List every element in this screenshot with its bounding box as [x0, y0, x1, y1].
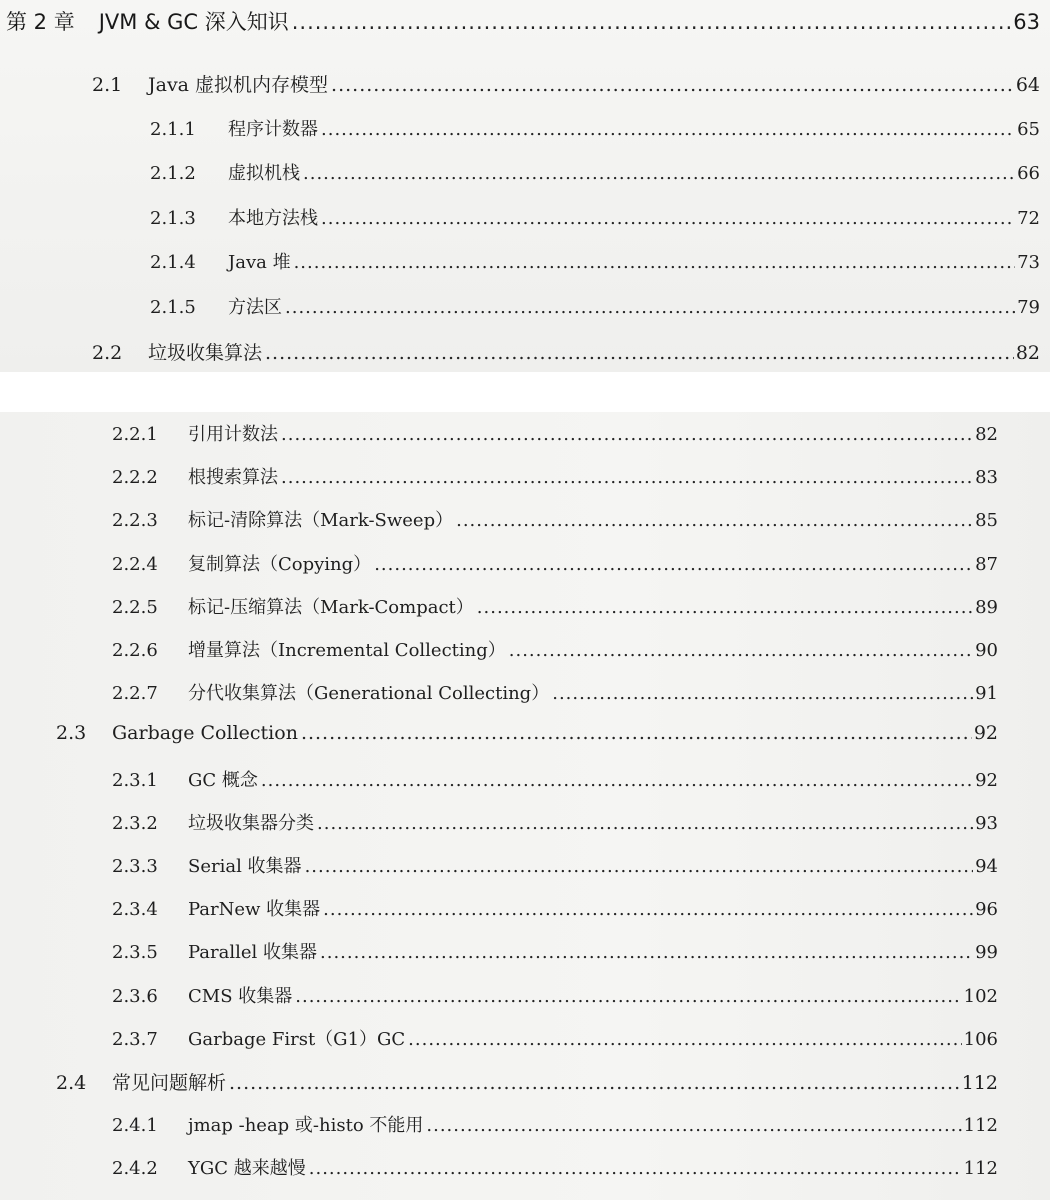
dot-leader: [374, 554, 973, 575]
entry-title: jmap -heap 或-histo 不能用: [188, 1115, 424, 1137]
entry-number: 2.3.7: [112, 1028, 158, 1050]
dot-leader: [261, 770, 973, 791]
dot-leader: [317, 813, 973, 834]
page-gap: [0, 372, 1050, 412]
entry-page-number: 64: [1015, 74, 1040, 96]
entry-title: YGC 越来越慢: [188, 1158, 306, 1180]
entry-page-number: 94: [975, 856, 998, 877]
entry-number: 2.2: [92, 341, 123, 364]
entry-title: CMS 收集器: [188, 985, 293, 1007]
toc-subsection-entry: [112, 593, 998, 619]
entry-number: 2.1.4: [150, 252, 196, 274]
toc-subsection-entry: [150, 293, 1040, 319]
entry-title: 引用计数法: [188, 424, 278, 445]
entry-number: 2.1: [92, 74, 123, 96]
entry-number: 2.3.3: [112, 856, 158, 877]
entry-page-number: 82: [1015, 341, 1040, 364]
entry-page-number: 89: [975, 596, 998, 618]
entry-page-number: 83: [975, 467, 998, 489]
entry-number: 2.1.2: [150, 163, 196, 185]
entry-title: 本地方法栈: [228, 207, 318, 229]
toc-subsection-entry: [150, 248, 1040, 274]
dot-leader: [320, 942, 973, 963]
toc-subsection-entry: [112, 550, 998, 576]
toc-subsection-entry: [150, 204, 1040, 230]
entry-number: 2.2.1: [112, 424, 158, 445]
toc-subsection-entry: [112, 1111, 998, 1137]
toc-subsection-entry: [112, 895, 998, 921]
toc-subsection-entry: [112, 809, 998, 835]
entry-page-number: 106: [963, 1028, 998, 1050]
entry-title: 标记-压缩算法（Mark-Compact）: [188, 596, 474, 618]
entry-title: 垃圾收集算法: [148, 341, 263, 364]
toc-subsection-entry: [112, 982, 998, 1008]
entry-title: 增量算法（Incremental Collecting）: [188, 640, 506, 661]
dot-leader: [303, 163, 1015, 184]
entry-title: ParNew 收集器: [188, 899, 321, 921]
toc-subsection-entry: [112, 636, 998, 662]
entry-page-number: 92: [975, 769, 998, 791]
entry-title: 常见问题解析: [112, 1072, 227, 1094]
entry-page-number: 87: [975, 553, 998, 575]
entry-number: 2.4: [56, 1072, 87, 1094]
toc-section-entry: [56, 1068, 998, 1095]
entry-page-number: 90: [975, 640, 998, 661]
entry-page-number: 73: [1017, 252, 1040, 274]
toc-section-entry: [92, 70, 1040, 97]
entry-number: 2.2.3: [112, 510, 158, 532]
dot-leader: [321, 119, 1015, 140]
toc-subsection-entry: [112, 463, 998, 489]
entry-number: 2.3.6: [112, 985, 158, 1007]
entry-title: Java 虚拟机内存模型: [148, 74, 329, 96]
toc-subsection-entry: [112, 506, 998, 532]
toc-section-entry: [92, 338, 1040, 365]
toc-subsection-entry: [150, 115, 1040, 141]
dot-leader: [552, 683, 973, 704]
dot-leader: [229, 1072, 960, 1094]
chapter-page: 63: [1013, 10, 1040, 34]
dot-leader: [426, 1115, 961, 1136]
dot-leader: [408, 1029, 961, 1050]
entry-number: 2.2.2: [112, 467, 158, 489]
dot-leader: [301, 722, 972, 744]
toc-subsection-entry: [112, 679, 998, 705]
entry-title: 方法区: [228, 297, 282, 318]
entry-page-number: 82: [975, 424, 998, 445]
toc-subsection-entry: [112, 1025, 998, 1051]
entry-title: Java 堆: [228, 252, 291, 274]
dot-leader: [456, 510, 973, 531]
entry-page-number: 66: [1017, 163, 1040, 185]
dot-leader: [305, 856, 974, 877]
toc-section-entry: [56, 722, 998, 744]
toc-subsection-entry: [112, 766, 998, 792]
dot-leader: [321, 208, 1015, 229]
entry-page-number: 112: [963, 1115, 998, 1137]
dot-leader: [331, 74, 1014, 96]
chapter-heading: [6, 6, 1040, 36]
entry-page-number: 112: [963, 1158, 998, 1180]
entry-page-number: 99: [975, 942, 998, 964]
dot-leader: [509, 640, 973, 661]
entry-number: 2.1.3: [150, 207, 196, 229]
entry-page-number: 85: [975, 510, 998, 532]
entry-page-number: 65: [1017, 118, 1040, 140]
dot-leader: [292, 10, 1012, 34]
entry-number: 2.1.5: [150, 297, 196, 318]
entry-page-number: 91: [975, 683, 998, 705]
entry-number: 2.1.1: [150, 118, 196, 140]
entry-number: 2.4.2: [112, 1158, 158, 1180]
entry-number: 2.3.1: [112, 769, 158, 791]
entry-number: 2.2.4: [112, 553, 158, 575]
entry-number: 2.2.6: [112, 640, 158, 661]
entry-page-number: 112: [961, 1072, 998, 1094]
entry-page-number: 93: [975, 812, 998, 834]
entry-title: 标记-清除算法（Mark-Sweep）: [188, 510, 454, 532]
entry-number: 2.4.1: [112, 1115, 158, 1137]
dot-leader: [309, 1158, 962, 1179]
dot-leader: [285, 297, 1015, 318]
entry-title: Serial 收集器: [188, 856, 302, 877]
dot-leader: [281, 467, 973, 488]
dot-leader: [265, 342, 1014, 364]
dot-leader: [477, 597, 973, 618]
entry-number: 2.3.2: [112, 812, 158, 834]
toc-subsection-entry: [112, 938, 998, 964]
entry-page-number: 96: [975, 899, 998, 921]
entry-title: GC 概念: [188, 769, 258, 791]
toc-subsection-entry: [112, 420, 998, 446]
entry-title: 虚拟机栈: [228, 163, 300, 185]
entry-page-number: 72: [1017, 207, 1040, 229]
entry-title: 程序计数器: [228, 118, 318, 140]
entry-page-number: 92: [973, 722, 998, 745]
entry-title: 复制算法（Copying）: [188, 553, 372, 575]
entry-title: 根搜索算法: [188, 467, 278, 489]
chapter-title: JVM & GC 深入知识: [98, 10, 289, 34]
toc-subsection-entry: [112, 852, 998, 878]
entry-number: 2.3: [56, 722, 87, 745]
entry-number: 2.3.4: [112, 899, 158, 921]
chapter-number: 第 2 章: [6, 10, 75, 34]
dot-leader: [323, 899, 973, 920]
entry-title: Parallel 收集器: [188, 942, 318, 964]
dot-leader: [294, 252, 1016, 273]
entry-page-number: 102: [963, 985, 998, 1007]
entry-number: 2.3.5: [112, 942, 158, 964]
entry-page-number: 79: [1017, 297, 1040, 318]
dot-leader: [281, 424, 973, 445]
entry-title: 垃圾收集器分类: [188, 812, 314, 834]
entry-title: 分代收集算法（Generational Collecting）: [188, 683, 550, 705]
entry-title: Garbage Collection: [112, 722, 298, 745]
toc-subsection-entry: [112, 1154, 998, 1180]
entry-title: Garbage First（G1）GC: [188, 1028, 406, 1050]
toc-subsection-entry: [150, 159, 1040, 185]
entry-number: 2.2.7: [112, 683, 158, 705]
dot-leader: [295, 986, 961, 1007]
entry-number: 2.2.5: [112, 596, 158, 618]
